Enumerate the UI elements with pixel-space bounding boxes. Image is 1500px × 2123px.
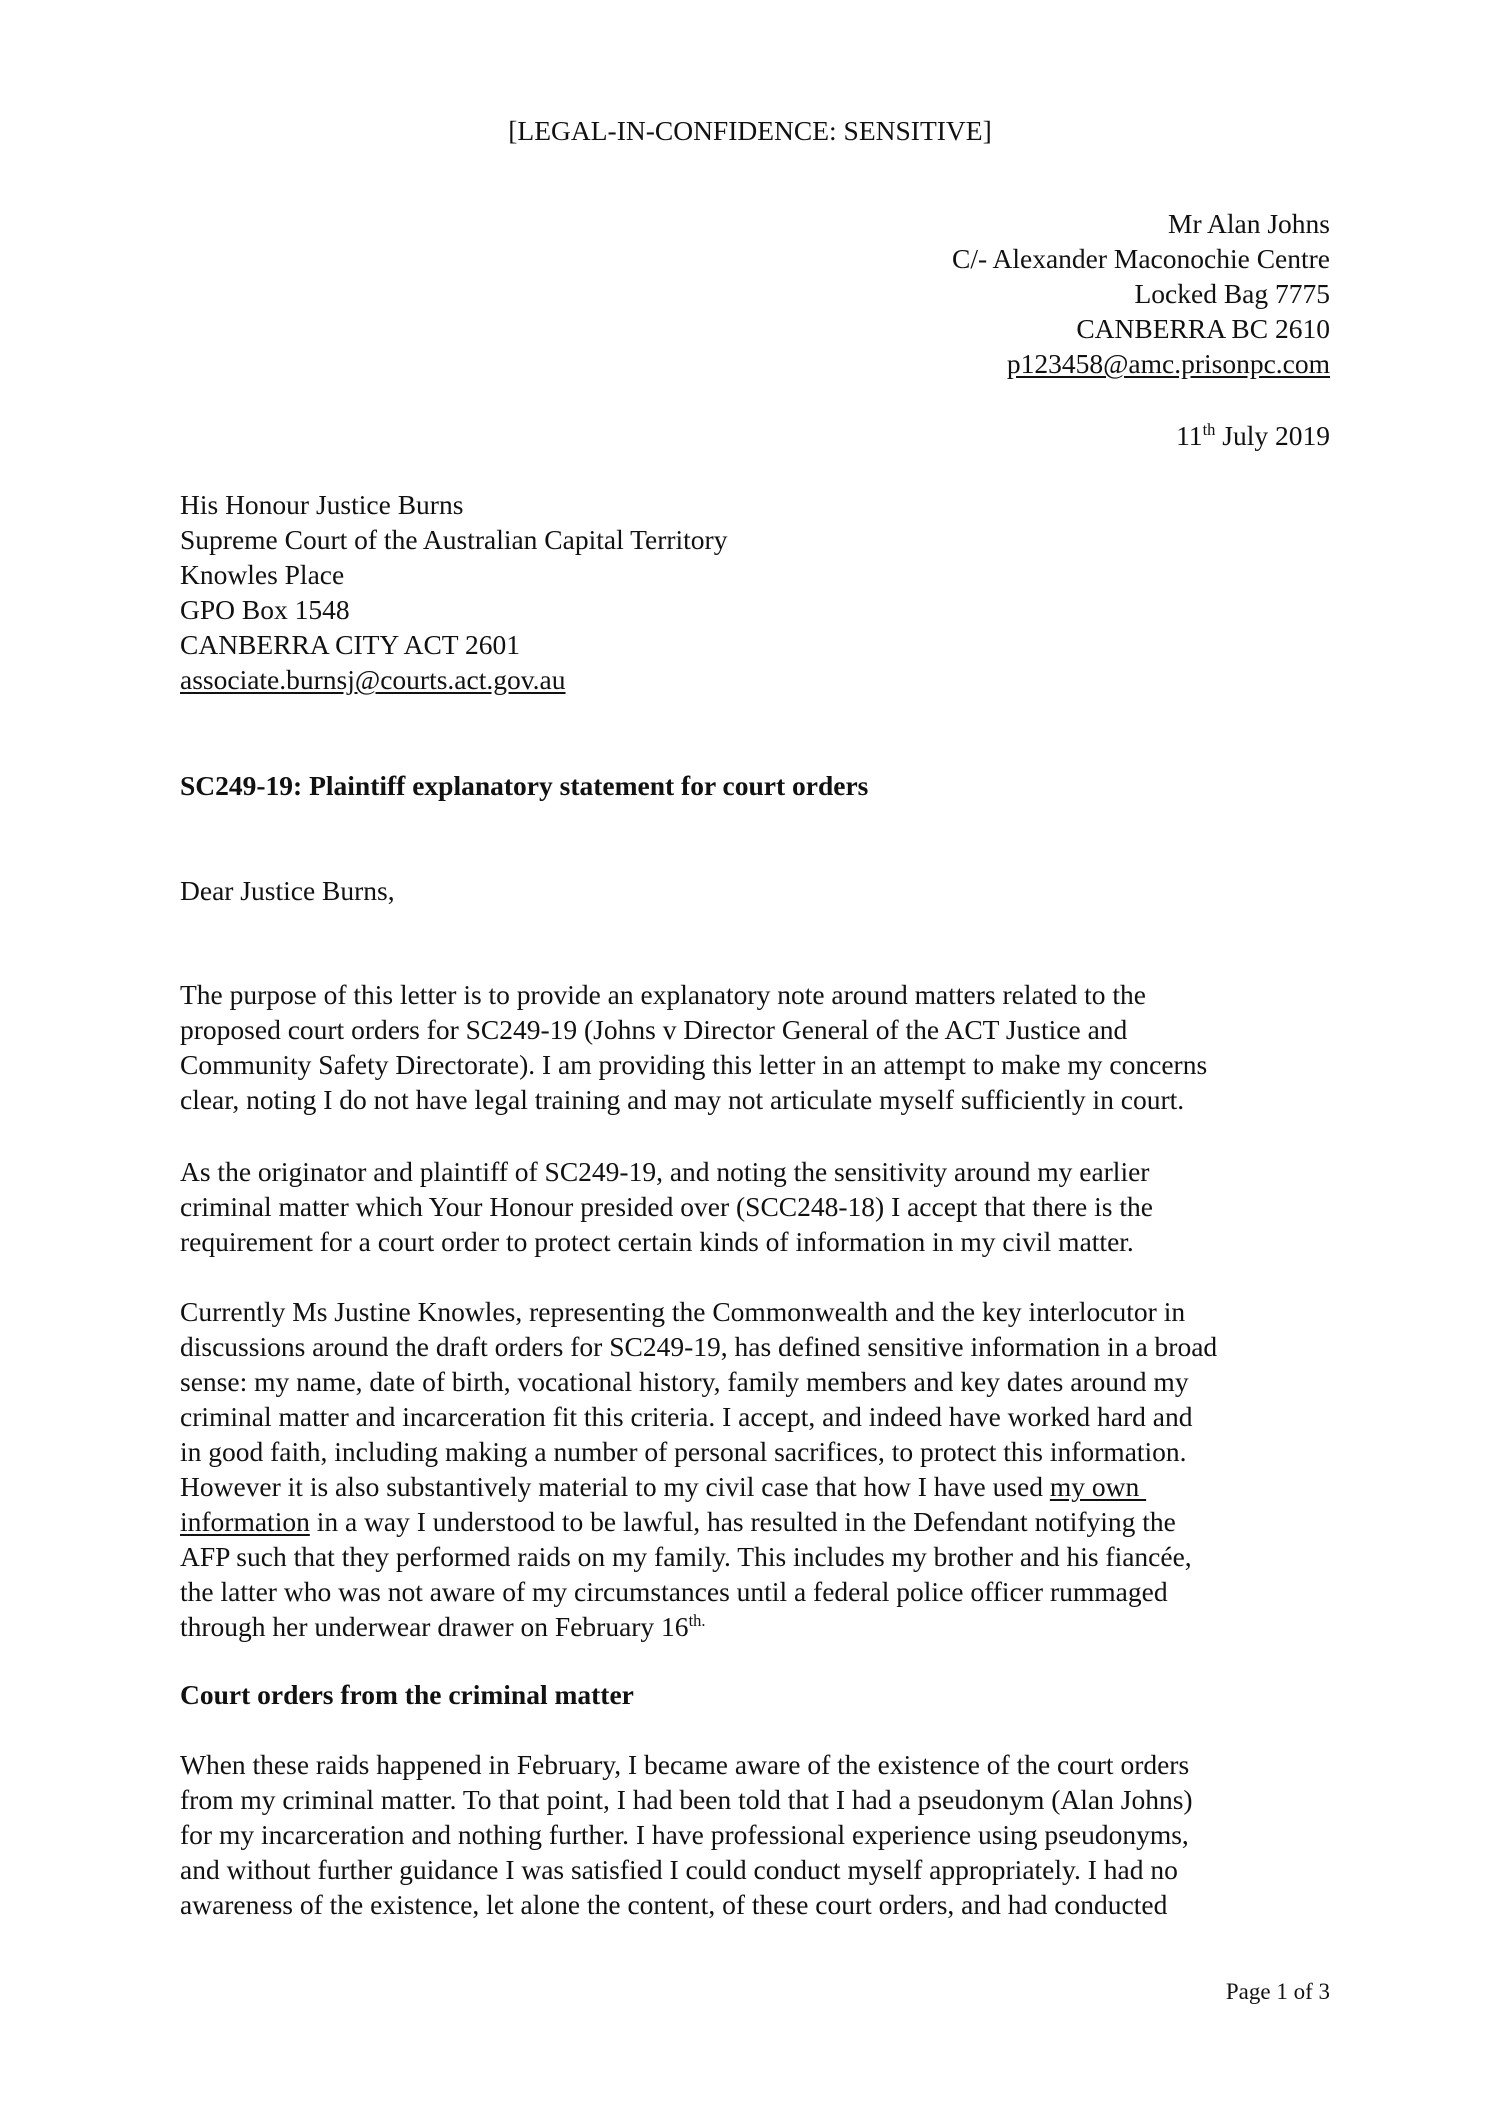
text-run: through her underwear drawer on February 16 (180, 1611, 689, 1642)
date-day: 11 (1176, 420, 1203, 451)
sender-address-line: C/- Alexander Maconochie Centre (952, 243, 1330, 274)
paragraph-line: from my criminal matter. To that point, I had been told that I had a pseudonym (Alan Johns) (180, 1784, 1193, 1815)
text-run: However it is also substantively material to my civil case that how I have used (180, 1471, 1050, 1502)
page-number: Page 1 of 3 (1225, 1979, 1330, 2004)
paragraph-line: Currently Ms Justine Knowles, representing the Commonwealth and the key interlocutor in (180, 1296, 1186, 1327)
recipient-address-line: GPO Box 1548 (180, 594, 350, 625)
paragraph-line (180, 1469, 1330, 1504)
paragraph-line: sense: my name, date of birth, vocational history, family members and key dates around my (180, 1366, 1189, 1397)
paragraph-sensitive-information (180, 1294, 1330, 1644)
section-heading: Court orders from the criminal matter (180, 1679, 634, 1710)
subject-line: SC249-19: Plaintiff explanatory statement for court orders (180, 770, 869, 801)
paragraph-line: criminal matter and incarceration fit this criteria. I accept, and indeed have worked hard and (180, 1401, 1193, 1432)
paragraph-originator (180, 1154, 1330, 1259)
recipient-email-link[interactable]: associate.burnsj@courts.act.gov.au (180, 664, 566, 695)
paragraph-line: criminal matter which Your Honour presided over (SCC248-18) I accept that there is the (180, 1191, 1153, 1222)
paragraph-line: and without further guidance I was satisfied I could conduct myself appropriately. I had no (180, 1854, 1178, 1885)
sender-address-line: Locked Bag 7775 (1134, 278, 1330, 309)
paragraph-line (180, 1609, 1330, 1644)
recipient-address-block (180, 487, 727, 697)
paragraph-line: When these raids happened in February, I became aware of the existence of the court orders (180, 1749, 1190, 1780)
recipient-address-line: Supreme Court of the Australian Capital Territory (180, 524, 728, 555)
paragraph-line: discussions around the draft orders for SC249-19, has defined sensitive information in a broad (180, 1331, 1218, 1362)
underlined-emphasis: information (180, 1506, 310, 1537)
date-rest: July 2019 (1215, 420, 1330, 451)
paragraph-line: AFP such that they performed raids on my family. This includes my brother and his fiancée, (180, 1541, 1192, 1572)
letter-date (1176, 418, 1330, 453)
underlined-emphasis: my own (1049, 1471, 1147, 1502)
paragraph-line: requirement for a court order to protect certain kinds of information in my civil matter. (180, 1226, 1134, 1257)
classification-header: [LEGAL-IN-CONFIDENCE: SENSITIVE] (508, 115, 992, 146)
paragraph-line: in good faith, including making a number of personal sacrifices, to protect this information. (180, 1436, 1187, 1467)
paragraph-line: Community Safety Directorate). I am providing this letter in an attempt to make my concerns (180, 1049, 1208, 1080)
paragraph-line: clear, noting I do not have legal training and may not articulate myself sufficiently in court. (180, 1084, 1185, 1115)
text-run: in a way I understood to be lawful, has resulted in the Defendant notifying the (309, 1506, 1176, 1537)
recipient-address-line: Knowles Place (180, 559, 345, 590)
paragraph-line: for my incarceration and nothing further. I have professional experience using pseudonyms, (180, 1819, 1189, 1850)
paragraph-line: As the originator and plaintiff of SC249-19, and noting the sensitivity around my earlier (180, 1156, 1150, 1187)
paragraph-purpose (180, 977, 1330, 1117)
sender-address-line: CANBERRA BC 2610 (1076, 313, 1330, 344)
recipient-name: His Honour Justice Burns (180, 489, 464, 520)
date-suffix: th (1202, 419, 1216, 439)
sender-name: Mr Alan Johns (1168, 208, 1330, 239)
paragraph-raids (180, 1747, 1330, 1922)
paragraph-line: proposed court orders for SC249-19 (Johns v Director General of the ACT Justice and (180, 1014, 1128, 1045)
sender-address-block (952, 206, 1330, 381)
sender-email-link[interactable]: p123458@amc.prisonpc.com (1006, 348, 1330, 379)
paragraph-line: awareness of the existence, let alone the content, of these court orders, and had conducted (180, 1889, 1168, 1920)
recipient-address-line: CANBERRA CITY ACT 2601 (180, 629, 520, 660)
ordinal-suffix: th. (688, 1610, 706, 1630)
paragraph-line: the latter who was not aware of my circumstances until a federal police officer rummaged (180, 1576, 1168, 1607)
paragraph-line: The purpose of this letter is to provide an explanatory note around matters related to the (180, 979, 1147, 1010)
paragraph-line (180, 1504, 1330, 1539)
salutation: Dear Justice Burns, (180, 875, 395, 906)
